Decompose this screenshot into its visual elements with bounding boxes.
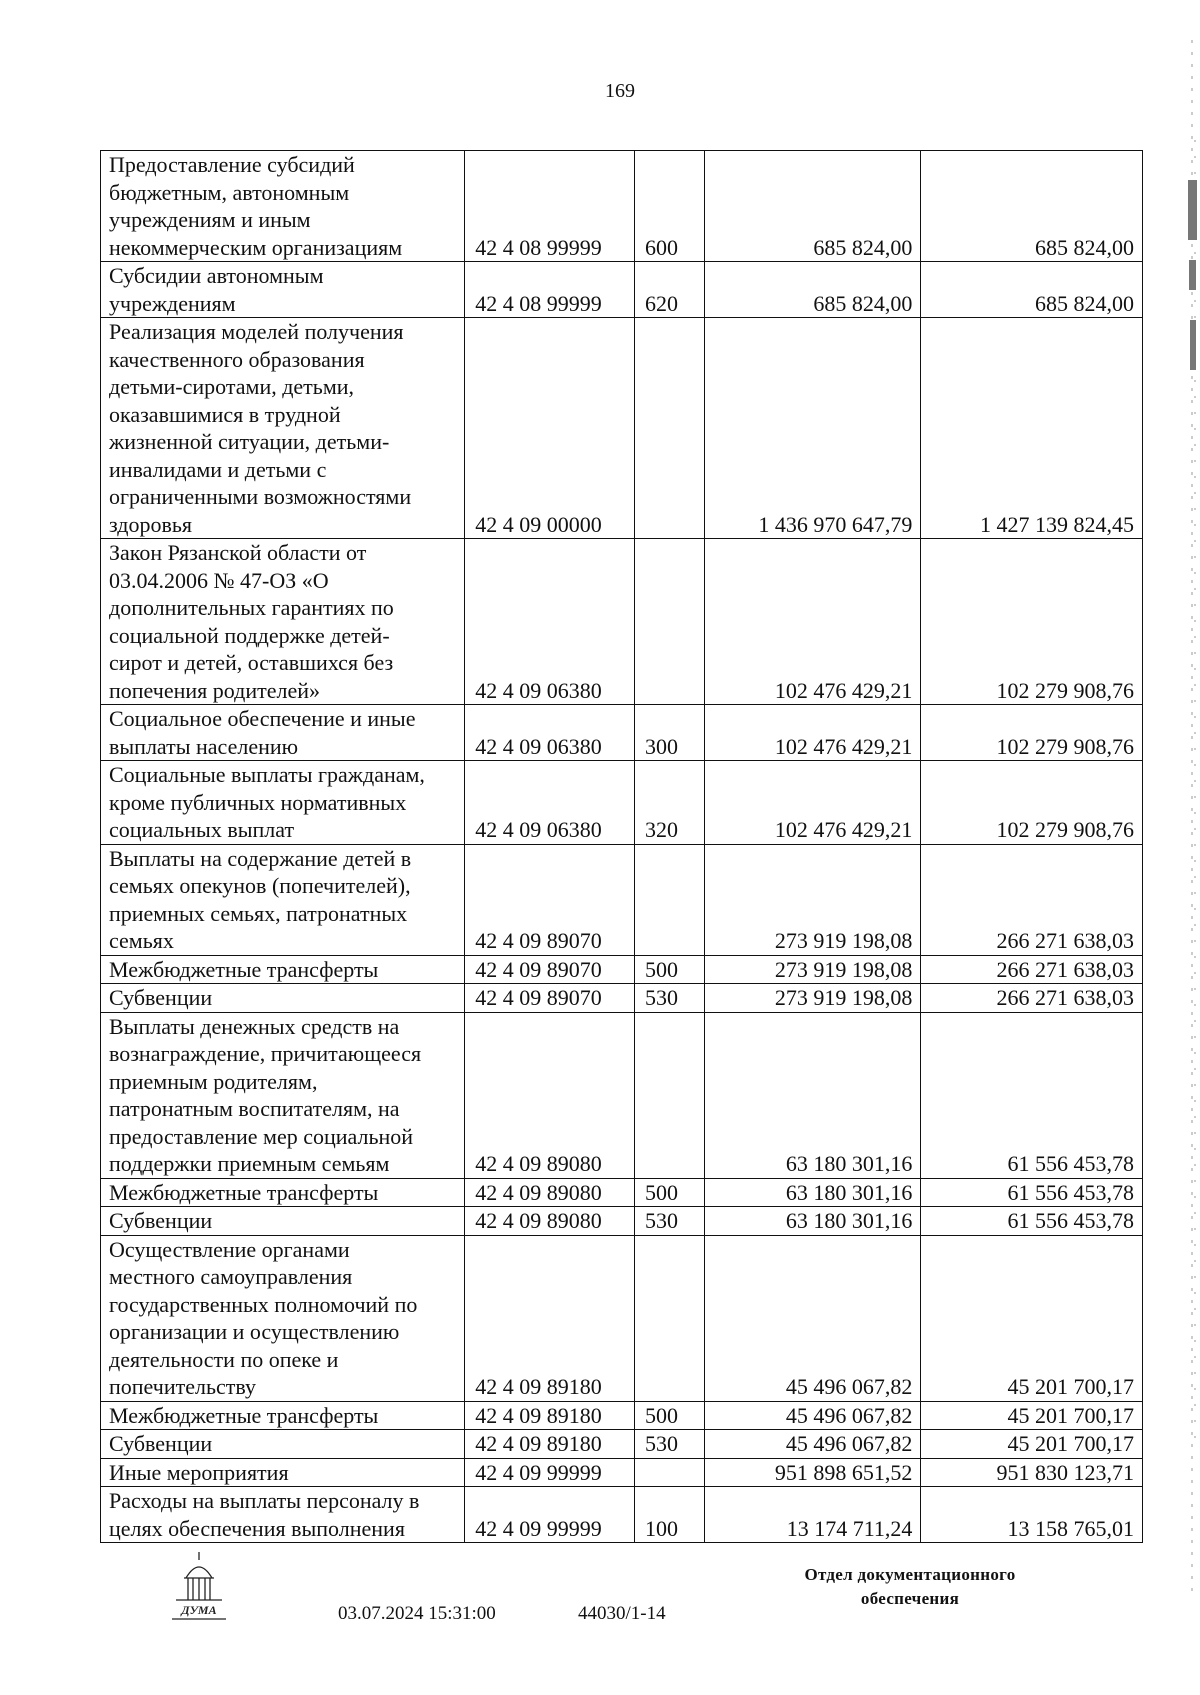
row-code: 42 4 09 89180 [465,1235,635,1401]
row-name: Социальное обеспечение и иные выплаты населению [101,705,465,761]
row-amount-executed: 266 271 638,03 [921,984,1143,1013]
row-code: 42 4 09 89070 [465,955,635,984]
row-amount-planned: 685 824,00 [705,151,921,262]
row-amount-executed: 102 279 908,76 [921,539,1143,705]
row-amount-planned: 102 476 429,21 [705,761,921,845]
row-name: Межбюджетные трансферты [101,1178,465,1207]
table-row [101,1012,1143,1178]
stamp-line-2: обеспечения [860,1589,960,1608]
row-expense-type: 530 [634,1207,704,1236]
row-name: Выплаты денежных средств на вознаграждение, причитающееся приемным родителям, патронатным воспитателям, на предоставление мер социальной поддержки приемным семьям [101,1012,465,1178]
table-row [101,1430,1143,1459]
row-code: 42 4 09 89080 [465,1207,635,1236]
duma-logo-text: ДУМА [181,1603,217,1617]
row-code: 42 4 09 89070 [465,844,635,955]
row-amount-executed: 13 158 765,01 [921,1487,1143,1543]
table-row [101,1178,1143,1207]
row-amount-planned: 63 180 301,16 [705,1207,921,1236]
table-row [101,984,1143,1013]
row-name: Реализация моделей получения качественного образования детьми-сиротами, детьми, оказавшимися в трудной жизненной ситуации, детьми- инвалидами и детьми с ограниченными возможностями здоровья [101,318,465,539]
table-row [101,955,1143,984]
row-code: 42 4 08 99999 [465,262,635,318]
stamp-line-1: Отдел документационного [804,1565,1016,1584]
row-amount-planned: 1 436 970 647,79 [705,318,921,539]
row-amount-executed: 61 556 453,78 [921,1012,1143,1178]
table-row [101,1487,1143,1543]
table-row [101,151,1143,262]
row-name: Предоставление субсидий бюджетным, автономным учреждениям и иным некоммерческим организациям [101,151,465,262]
row-expense-type [634,318,704,539]
row-amount-planned: 45 496 067,82 [705,1401,921,1430]
row-expense-type [634,1012,704,1178]
row-expense-type [634,1235,704,1401]
row-amount-planned: 273 919 198,08 [705,844,921,955]
row-name: Субсидии автономным учреждениям [101,262,465,318]
row-expense-type: 600 [634,151,704,262]
row-amount-executed: 61 556 453,78 [921,1207,1143,1236]
table-row [101,539,1143,705]
table-row [101,262,1143,318]
table-row [101,844,1143,955]
row-code: 42 4 09 99999 [465,1458,635,1487]
row-name: Закон Рязанской области от 03.04.2006 № 47-ОЗ «О дополнительных гарантиях по социальной поддержке детей- сирот и детей, оставшихся без попечения родителей» [101,539,465,705]
footer-doc-number: 44030/1-14 [578,1603,666,1624]
row-name: Субвенции [101,984,465,1013]
row-amount-planned: 63 180 301,16 [705,1178,921,1207]
row-amount-executed: 685 824,00 [921,262,1143,318]
row-code: 42 4 09 89070 [465,984,635,1013]
row-name: Субвенции [101,1430,465,1459]
page-number: 169 [605,80,635,102]
row-amount-executed: 61 556 453,78 [921,1178,1143,1207]
row-amount-planned: 63 180 301,16 [705,1012,921,1178]
row-amount-planned: 102 476 429,21 [705,539,921,705]
row-amount-executed: 45 201 700,17 [921,1430,1143,1459]
row-amount-planned: 45 496 067,82 [705,1235,921,1401]
row-expense-type: 530 [634,984,704,1013]
footer-date: 03.07.2024 15:31:00 [338,1603,496,1624]
row-expense-type [634,844,704,955]
table-row [101,1458,1143,1487]
row-expense-type [634,1458,704,1487]
row-amount-executed: 102 279 908,76 [921,705,1143,761]
table-row [101,318,1143,539]
row-amount-executed: 266 271 638,03 [921,844,1143,955]
department-stamp [760,1563,1060,1611]
row-code: 42 4 09 89080 [465,1178,635,1207]
row-amount-planned: 685 824,00 [705,262,921,318]
row-amount-planned: 102 476 429,21 [705,705,921,761]
row-expense-type: 500 [634,1401,704,1430]
row-expense-type: 100 [634,1487,704,1543]
budget-table [100,150,1143,1543]
row-amount-executed: 102 279 908,76 [921,761,1143,845]
row-name: Межбюджетные трансферты [101,1401,465,1430]
row-code: 42 4 09 89080 [465,1012,635,1178]
row-name: Субвенции [101,1207,465,1236]
row-expense-type: 500 [634,955,704,984]
row-expense-type: 530 [634,1430,704,1459]
row-amount-executed: 266 271 638,03 [921,955,1143,984]
row-name: Расходы на выплаты персоналу в целях обеспечения выполнения [101,1487,465,1543]
row-amount-planned: 951 898 651,52 [705,1458,921,1487]
row-expense-type: 620 [634,262,704,318]
row-code: 42 4 09 99999 [465,1487,635,1543]
duma-logo [168,1548,230,1624]
row-code: 42 4 09 00000 [465,318,635,539]
table-row [101,1235,1143,1401]
row-code: 42 4 09 06380 [465,761,635,845]
row-code: 42 4 08 99999 [465,151,635,262]
row-name: Межбюджетные трансферты [101,955,465,984]
row-name: Выплаты на содержание детей в семьях опекунов (попечителей), приемных семьях, патронатных семьях [101,844,465,955]
table-row [101,705,1143,761]
row-name: Социальные выплаты гражданам, кроме публичных нормативных социальных выплат [101,761,465,845]
row-amount-executed: 685 824,00 [921,151,1143,262]
row-code: 42 4 09 89180 [465,1430,635,1459]
table-row [101,761,1143,845]
row-amount-planned: 273 919 198,08 [705,984,921,1013]
row-amount-planned: 45 496 067,82 [705,1430,921,1459]
budget-table-body [101,151,1143,1543]
row-name: Иные мероприятия [101,1458,465,1487]
scan-edge-marks [1180,40,1200,1600]
row-expense-type: 500 [634,1178,704,1207]
row-amount-executed: 45 201 700,17 [921,1235,1143,1401]
row-expense-type [634,539,704,705]
row-expense-type: 300 [634,705,704,761]
row-amount-planned: 273 919 198,08 [705,955,921,984]
row-amount-executed: 1 427 139 824,45 [921,318,1143,539]
row-name: Осуществление органами местного самоуправления государственных полномочий по организации и осуществлению деятельности по опеке и попечительству [101,1235,465,1401]
row-code: 42 4 09 06380 [465,705,635,761]
row-amount-executed: 951 830 123,71 [921,1458,1143,1487]
row-amount-planned: 13 174 711,24 [705,1487,921,1543]
row-amount-executed: 45 201 700,17 [921,1401,1143,1430]
row-expense-type: 320 [634,761,704,845]
row-code: 42 4 09 89180 [465,1401,635,1430]
table-row [101,1401,1143,1430]
row-code: 42 4 09 06380 [465,539,635,705]
table-row [101,1207,1143,1236]
